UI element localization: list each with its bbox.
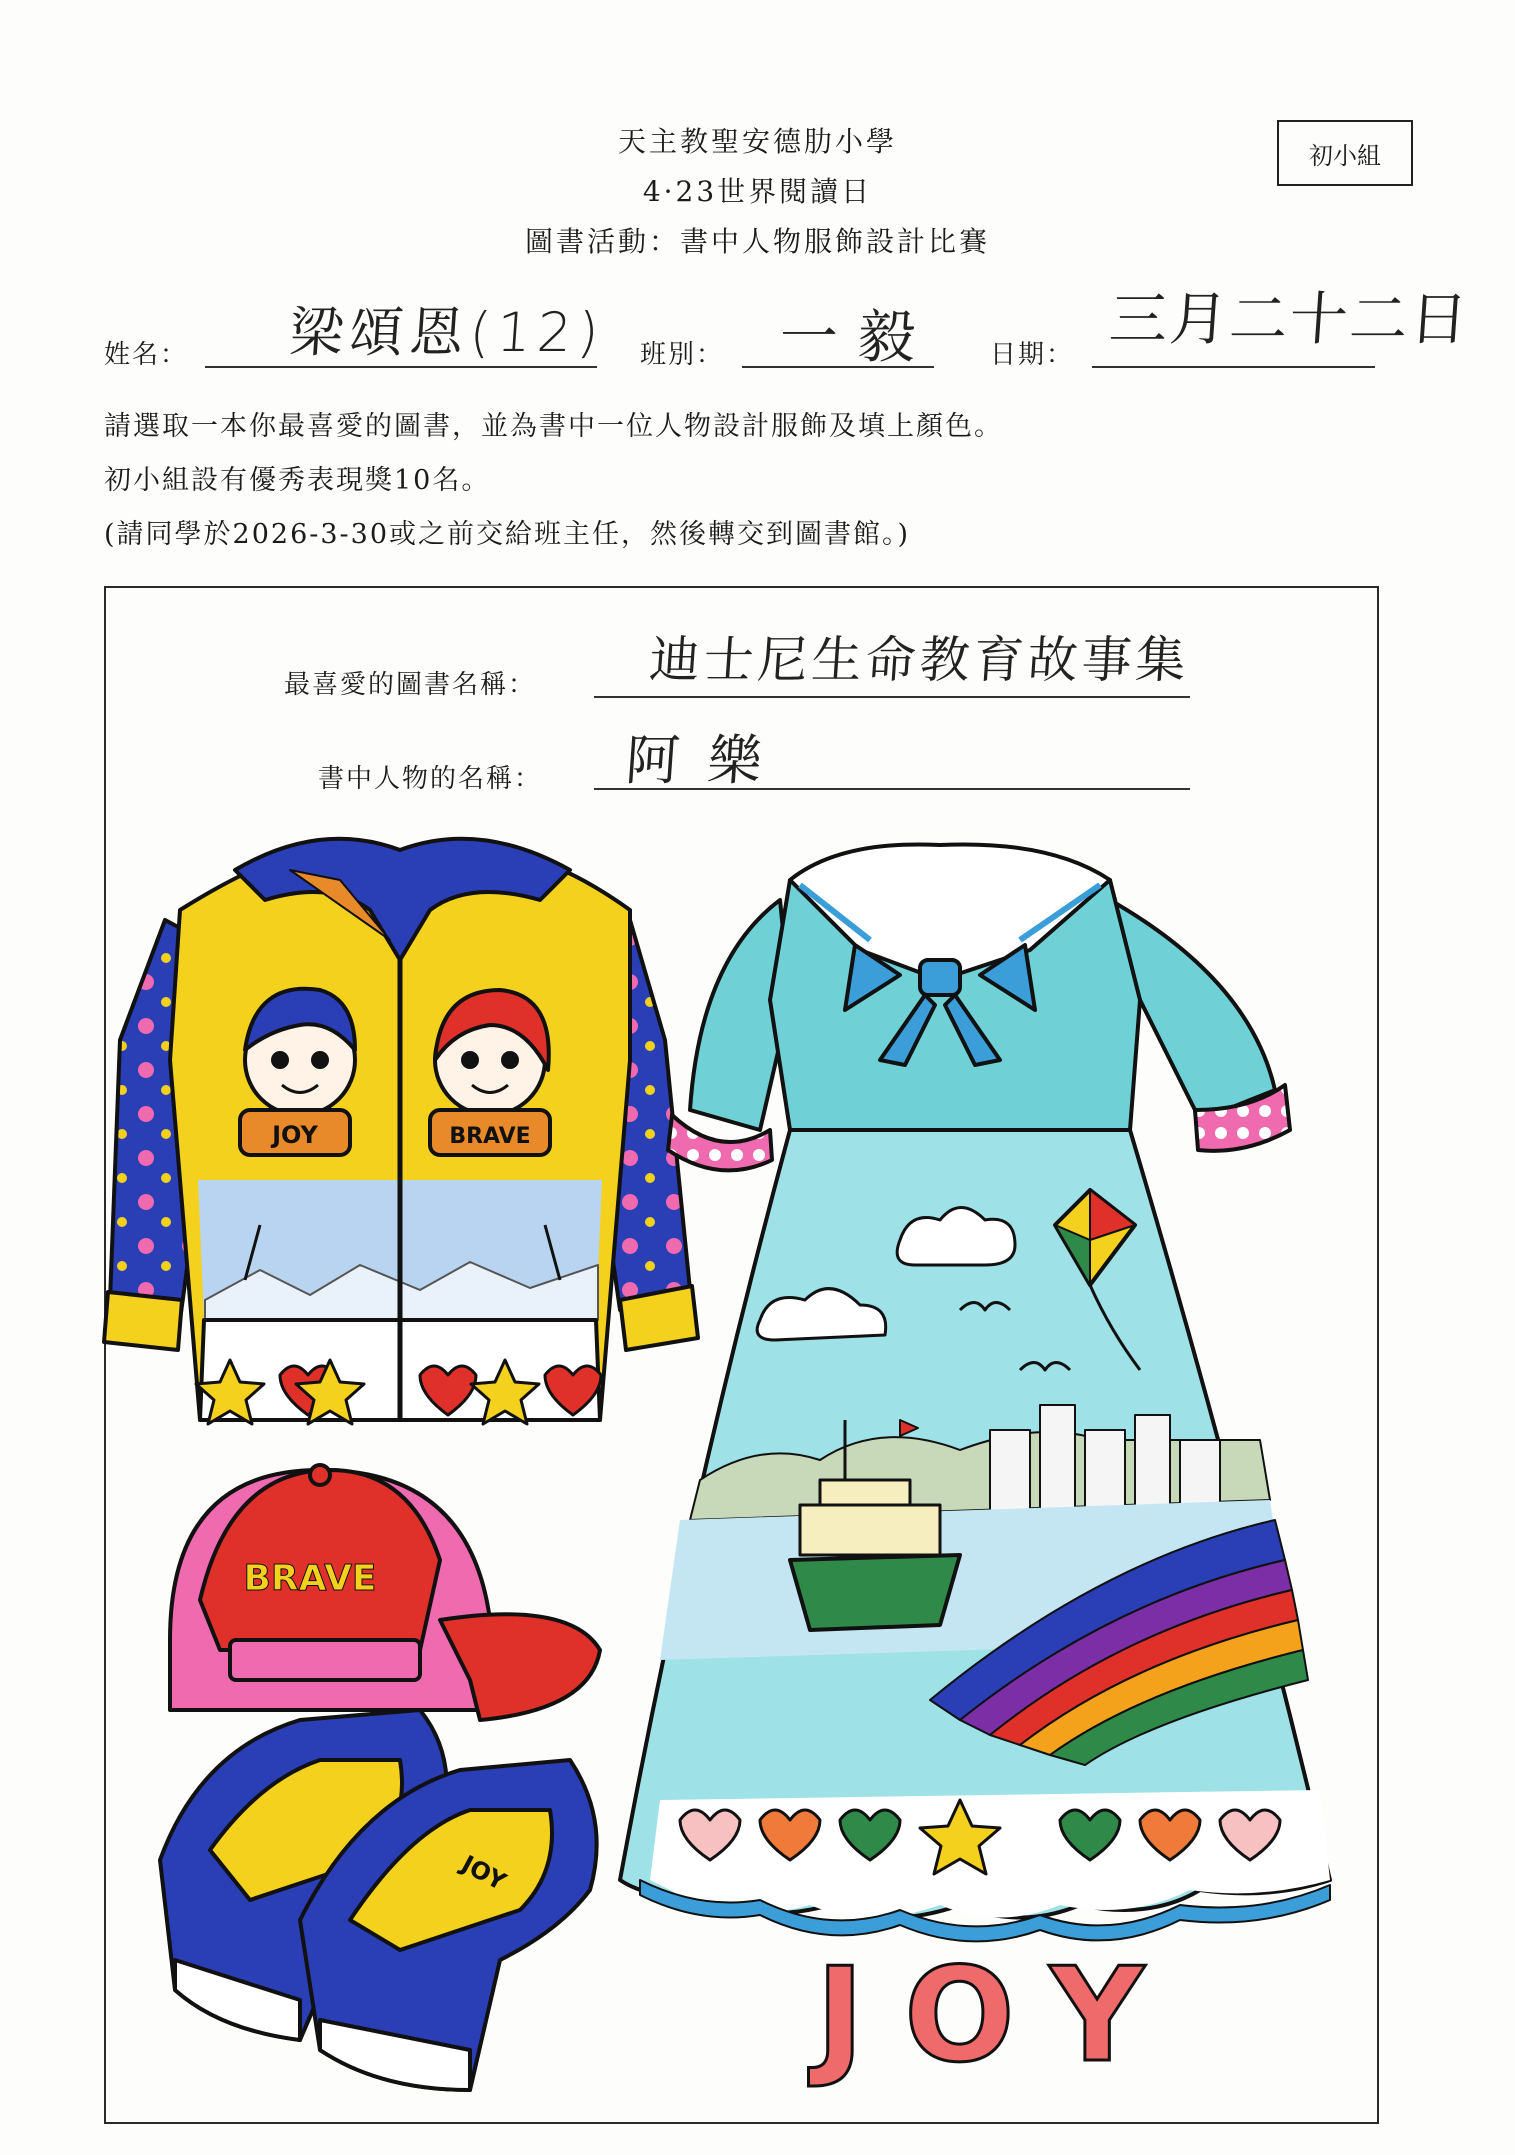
instruction-3: (請同學於2026-3-30或之前交給班主任，然後轉交到圖書館。) bbox=[104, 519, 911, 550]
shoe-text: JOY bbox=[456, 1849, 511, 1897]
cap-text: BRAVE bbox=[243, 1558, 377, 1599]
name-value[interactable]: 梁頌恩(12) bbox=[287, 301, 607, 364]
instruction-1: 請選取一本你最喜愛的圖書，並為書中一位人物設計服飾及填上顏色。 bbox=[104, 411, 1003, 442]
character-label: 書中人物的名稱： bbox=[318, 764, 543, 794]
jacket-joy-badge: JOY bbox=[272, 1121, 318, 1149]
school-name: 天主教聖安德肋小學 bbox=[617, 125, 897, 158]
shoes bbox=[160, 1710, 597, 2090]
character-value[interactable]: 阿樂 bbox=[623, 729, 792, 792]
group-badge: 初小組 bbox=[1277, 120, 1413, 186]
book-title-value[interactable]: 迪士尼生命教育故事集 bbox=[647, 631, 1192, 689]
class-label: 班別： bbox=[640, 340, 725, 370]
jacket bbox=[104, 839, 698, 1424]
cap bbox=[170, 1465, 600, 1720]
event-name: 4·23世界閱讀日 bbox=[642, 175, 873, 208]
class-value[interactable]: 一毅 bbox=[777, 303, 939, 371]
jacket-brave-badge: BRAVE bbox=[449, 1124, 531, 1149]
dress bbox=[620, 844, 1330, 1941]
book-title-label: 最喜愛的圖書名稱： bbox=[284, 670, 537, 700]
activity-title: 圖書活動：書中人物服飾設計比賽 bbox=[524, 225, 990, 258]
name-label: 姓名： bbox=[104, 340, 189, 370]
date-value[interactable]: 三月二十二日 bbox=[1107, 285, 1473, 353]
big-joy-word: JOY bbox=[815, 1939, 1185, 2091]
date-label: 日期： bbox=[990, 340, 1075, 370]
instruction-2: 初小組設有優秀表現獎10名。 bbox=[104, 465, 491, 496]
